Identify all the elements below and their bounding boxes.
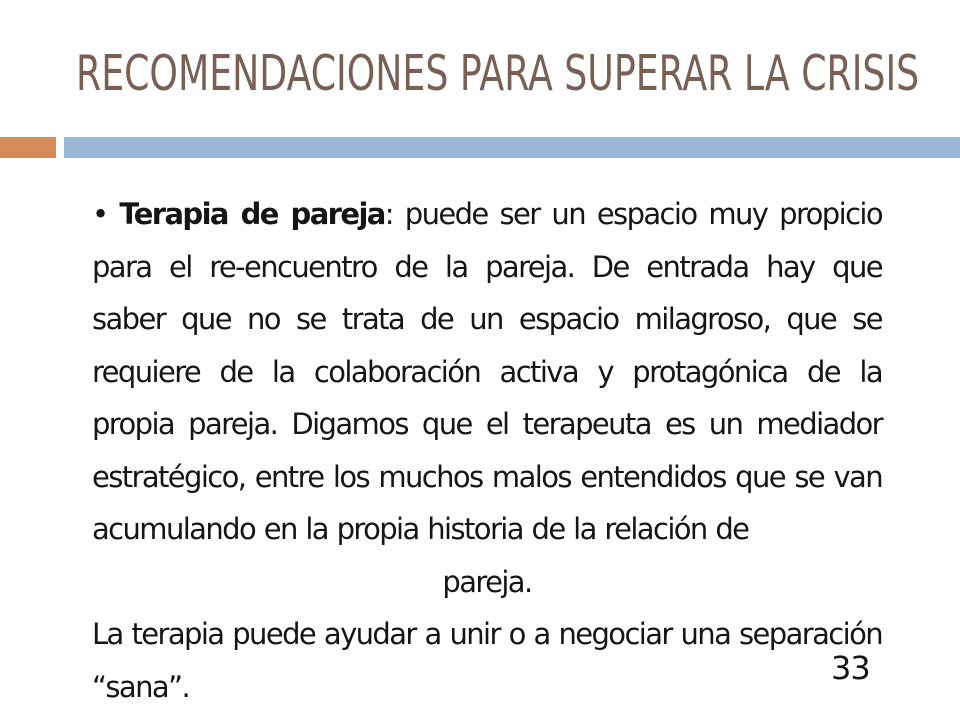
bullet-body: : puede ser un espacio muy propicio para el re-encuentro de la pareja. De entrada hay que saber que no se trata de un espacio milagroso, que se requiere de la colaboración activa y protagónica de la propia pareja. Digamos que el terapeuta es un mediador estratégico, entre los muchos malos entendidos que se van acumulando en la propia historia de la relación de	[92, 197, 883, 546]
accent-bar-orange	[0, 137, 56, 158]
bullet-marker: •	[92, 197, 108, 231]
bullet-last-line: pareja.	[442, 564, 532, 599]
closing-paragraph: La terapia puede ayudar a unir o a negociar una separación “sana”.	[92, 617, 882, 704]
page-number: 33	[831, 649, 870, 687]
bullet-paragraph	[92, 188, 882, 556]
accent-bar-blue	[64, 137, 960, 158]
slide-content	[92, 188, 882, 713]
bullet-lead: Terapia de pareja	[119, 197, 385, 231]
slide-title: RECOMENDACIONES PARA SUPERAR LA CRISIS	[76, 45, 920, 102]
